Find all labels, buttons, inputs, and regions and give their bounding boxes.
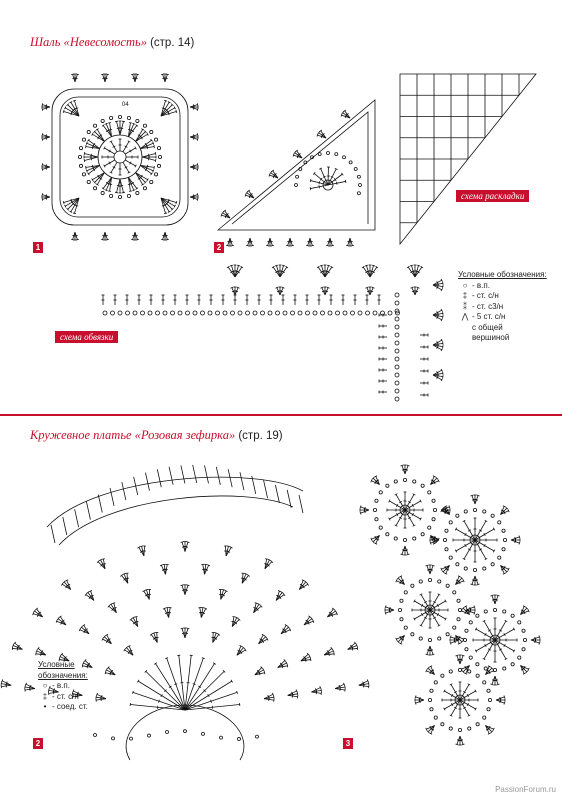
diagram-number-3: 3: [343, 738, 353, 749]
legend-heading: Условные обозначения:: [458, 270, 547, 279]
shawl-legend: Условные обозначения: ○ - в.п. ‡ - ст. с/н ⁑ - ст. с3/н ⋀ - 5 ст. с/н с общей вершиной: [458, 270, 547, 342]
edging-diagram: [95, 255, 455, 415]
watermark: PassionForum.ru: [495, 785, 556, 794]
dress-page-ref: (стр. 19): [238, 430, 283, 442]
triangle-motif-diagram: [210, 90, 385, 245]
diagram-number-2: 2: [214, 242, 224, 253]
section-divider: [0, 414, 562, 416]
legend-item: ⋀ - 5 ст. с/н: [461, 312, 506, 321]
shawl-title: Шаль «Невесомость» (стр. 14): [30, 35, 195, 49]
legend-item: • - соед. ст.: [43, 702, 88, 711]
motif-label: 04: [122, 102, 129, 108]
legend-item: ‡ - ст. с/н: [462, 291, 499, 300]
dress-title: Кружевное платье «Розовая зефирка» (стр. 19): [30, 428, 283, 442]
layout-scheme-tag: схема раскладки: [456, 190, 529, 202]
diagram-number-yoke: 2: [33, 738, 43, 749]
dress-legend: Условные обозначения: ○ - в.п. ‡ - ст. с/н • - соед. ст.: [38, 660, 88, 711]
diagram-number-1: 1: [33, 242, 43, 253]
dress-name: Розовая зефирка: [140, 428, 229, 442]
legend-item: ‡ - ст. с/н: [42, 691, 79, 701]
legend-item: ○ - в.п.: [42, 681, 70, 690]
shawl-name: Невесомость: [69, 35, 141, 49]
layout-grid-diagram: [398, 72, 540, 247]
square-motif-diagram: [40, 72, 200, 242]
shawl-page-ref: (стр. 14): [150, 37, 195, 49]
lace-motif-diagram: [335, 440, 545, 750]
legend-item: ○ - в.п.: [462, 280, 490, 290]
edging-scheme-tag: схема обвязки: [55, 331, 118, 343]
legend-item: ⁑ - ст. с3/н: [463, 301, 504, 311]
yoke-diagram: [35, 455, 320, 765]
